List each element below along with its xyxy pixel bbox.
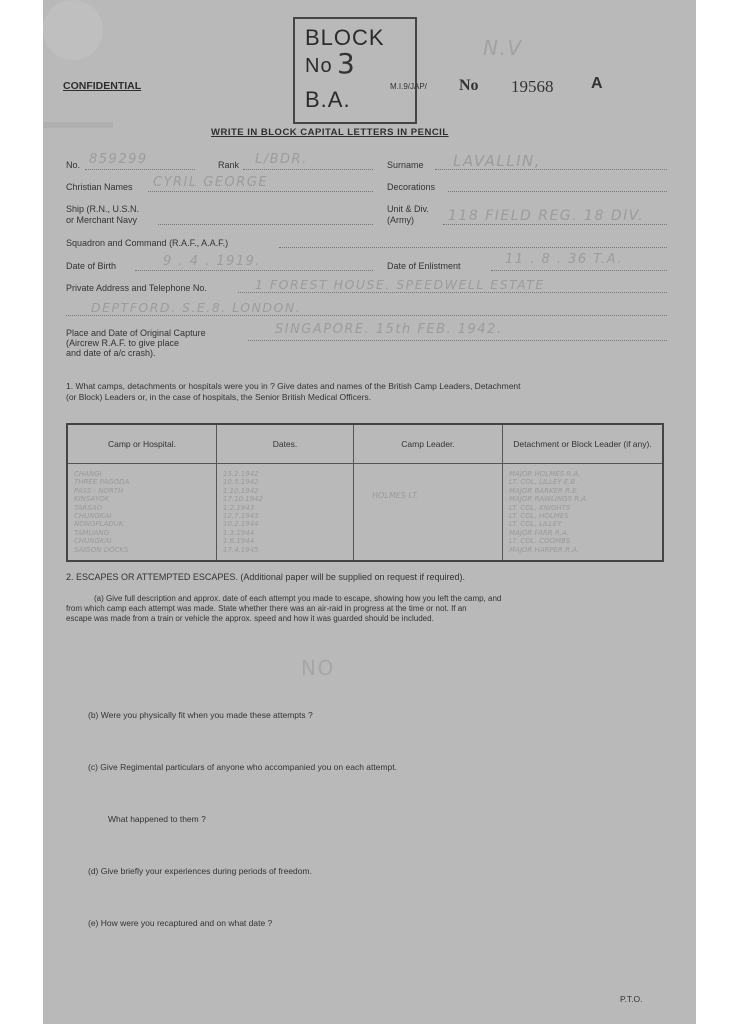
stamp-line-3: B.A.	[305, 87, 351, 112]
date-of-birth-label: Date of Birth	[66, 261, 117, 271]
form-number: 19568	[511, 77, 554, 96]
surname-value: LAVALLIN,	[453, 152, 542, 170]
christian-names-value: CYRIL GEORGE	[153, 175, 269, 190]
address-label: Private Address and Telephone No.	[66, 283, 207, 293]
reference-code: M.I.9/JAP/	[390, 82, 427, 91]
rank-label: Rank	[218, 160, 240, 170]
leader-cell: HOLMES LT.	[354, 464, 503, 562]
address-line-2: DEPTFORD. S.E.8. LONDON.	[91, 300, 302, 315]
stamp-line-1: BLOCK	[305, 25, 385, 50]
surname-label: Surname	[387, 160, 424, 170]
instruction-heading: WRITE IN BLOCK CAPITAL LETTERS IN PENCIL	[211, 127, 449, 138]
question-2c: (c) Give Regimental particulars of anyone who accompanied you on each attempt.	[88, 762, 397, 772]
question-2d: (d) Give briefly your experiences during periods of freedom.	[88, 866, 312, 876]
camps-cell: CHANGI THREE PAGODA PASS - NORTH KINSAYOK TARSAO CHUNGKAI NONGPLADUK TAMUANG CHUNGKAI SAIGON DOCKS	[67, 464, 217, 562]
header-camp: Camp or Hospital.	[67, 424, 217, 464]
header-dates: Dates.	[217, 424, 354, 464]
question-2b: (b) Were you physically fit when you made these attempts ?	[88, 710, 313, 720]
paper-fold	[43, 0, 103, 60]
service-number-label: No.	[66, 160, 81, 170]
unit-label: Unit & Div. (Army)	[387, 204, 429, 225]
christian-names-label: Christian Names	[66, 182, 133, 192]
capture-value: SINGAPORE. 15th FEB. 1942.	[275, 322, 503, 337]
unit-value: 118 FIELD REG. 18 DIV.	[448, 208, 645, 224]
pto-label: P.T.O.	[620, 994, 643, 1004]
confidential-label: CONFIDENTIAL	[63, 80, 142, 92]
stamp-block-number: 3	[337, 47, 356, 80]
question-2-title: 2. ESCAPES OR ATTEMPTED ESCAPES. (Additional paper will be supplied on request if required).	[66, 572, 466, 582]
table-header-row	[67, 424, 663, 464]
header-detachment: Detachment or Block Leader (if any).	[503, 424, 664, 464]
camps-table	[66, 423, 664, 562]
date-of-enlistment-value: 11 . 8 . 36 T.A.	[505, 252, 624, 267]
question-2e: (e) How were you recaptured and on what date ?	[88, 918, 273, 928]
document-page	[43, 0, 696, 1024]
handwritten-initials: N.V	[483, 36, 523, 60]
question-2c-sub: What happened to them ?	[108, 814, 206, 824]
service-number-value: 859299	[89, 152, 148, 167]
answer-2a: NO	[301, 656, 335, 680]
form-suffix: A	[591, 75, 603, 92]
date-of-enlistment-label: Date of Enlistment	[387, 261, 461, 271]
squadron-label: Squadron and Command (R.A.F., A.A.F.)	[66, 238, 229, 248]
detachment-cell: MAJOR HOLMES R.A. LT. COL. LILLEY E.B. MAJOR BARKER R.E. MAJOR RAWLINGS R.A. LT. COL. KNIGHTS LT. COL. HOLMES LT. COL. LILLEY MAJOR FARR R.A. LT. COL. COOMBS MAJOR HARPER R.A.	[503, 464, 664, 562]
paper-crease	[43, 122, 113, 128]
rank-value: L/BDR.	[255, 152, 308, 167]
block-stamp	[293, 17, 417, 124]
ship-label: Ship (R.N., U.S.N. or Merchant Navy	[66, 204, 140, 225]
question-1: 1. What camps, detachments or hospitals were you in ? Give dates and names of the British Camp Leaders, Detachment (or Block) Leaders or, in the case of hospitals, the Senior British Medical Officers.	[66, 381, 521, 402]
decorations-label: Decorations	[387, 182, 436, 192]
question-2a: (a) Give full description and approx. date of each attempt you made to escape, showing how you left the camp, and from which camp each attempt was made. State whether there was an air-raid in progress at the time or not. If an escape was made from a train or vehicle the approx. speed and how it was guarded should be included.	[66, 594, 502, 623]
table-row	[67, 464, 663, 562]
capture-label: Place and Date of Original Capture (Aircrew R.A.F. to give place and date of a/c crash).	[66, 328, 206, 358]
header-leader: Camp Leader.	[354, 424, 503, 464]
dates-cell: 15.2.1942 10.5.1942 1.10.1942 17.10.1942 1.2.1943 12.7.1943 10.2.1944 1.3.1944 1.6.1944 17.4.1945	[217, 464, 354, 562]
address-line-1: 1 FOREST HOUSE. SPEEDWELL ESTATE	[255, 277, 545, 292]
stamp-line-2-prefix: No	[305, 55, 333, 77]
date-of-birth-value: 9 . 4 . 1919.	[163, 254, 262, 269]
number-label: No	[459, 77, 479, 94]
